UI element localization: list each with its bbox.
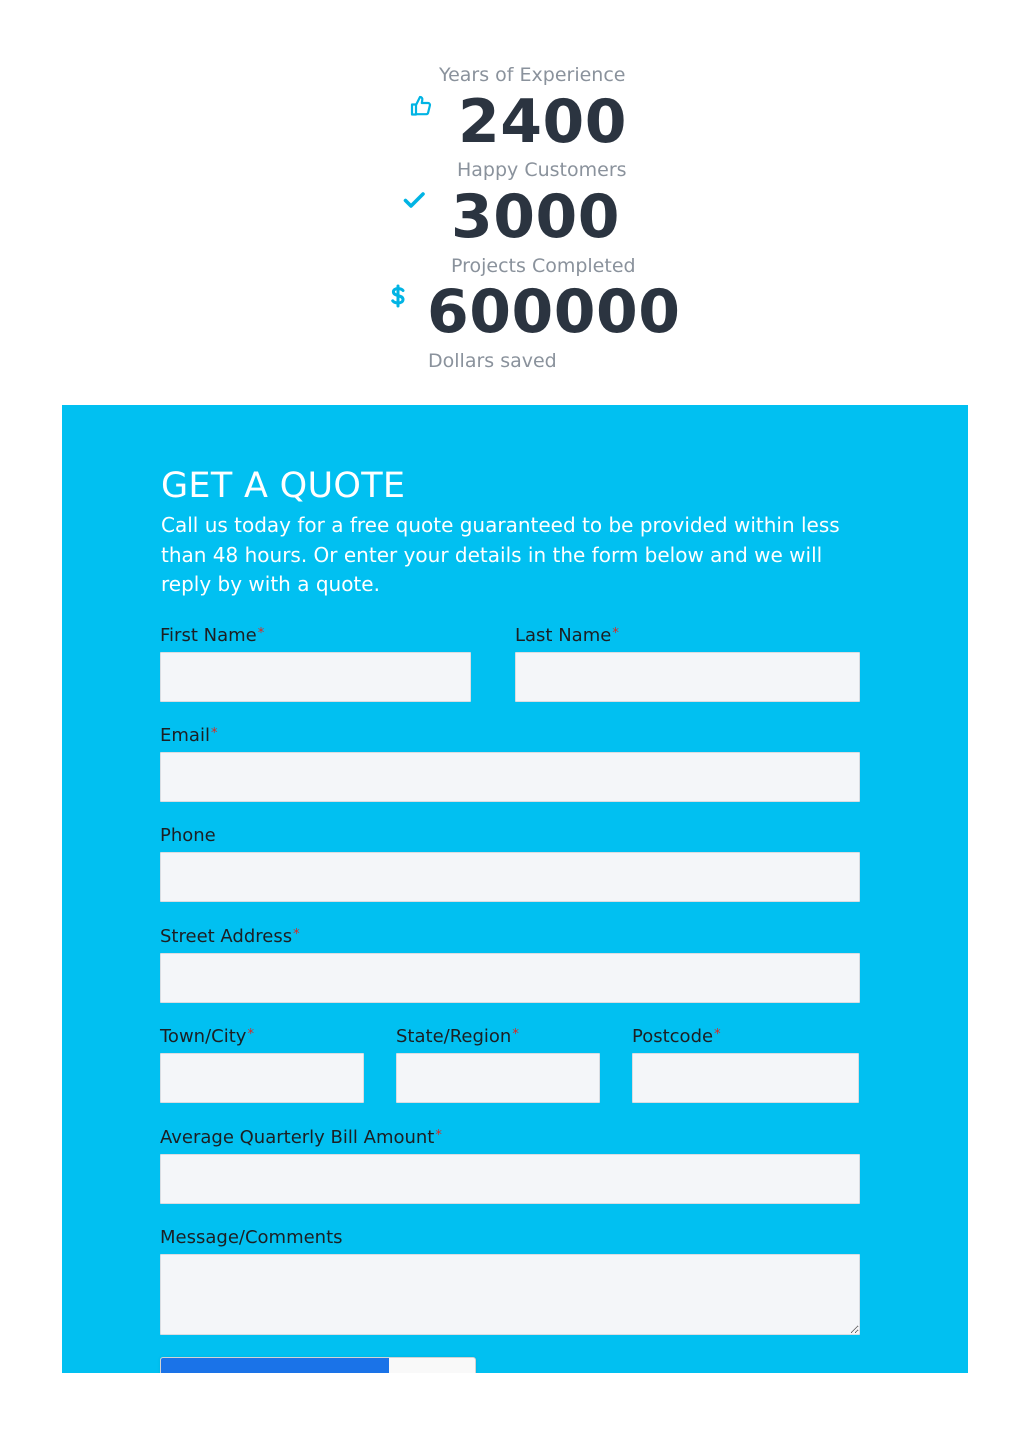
- town-city-field[interactable]: [160, 1053, 364, 1103]
- email-label: [160, 727, 217, 745]
- stat-number-600000: 600000: [427, 277, 681, 347]
- state-region-label: [396, 1028, 519, 1046]
- message-field[interactable]: [160, 1254, 860, 1335]
- first-name-field[interactable]: [160, 652, 471, 702]
- required-marker: *: [257, 626, 265, 641]
- postcode-field[interactable]: [632, 1053, 859, 1103]
- required-marker: *: [512, 1027, 519, 1042]
- town-city-label: [160, 1028, 254, 1046]
- postcode-label-text: Postcode: [632, 1026, 714, 1047]
- dollar-icon: [386, 284, 410, 308]
- quote-panel: [62, 405, 968, 1373]
- recaptcha-logo-icon: [401, 1368, 441, 1373]
- street-address-label-text: Street Address: [160, 926, 293, 947]
- stat-number-3000: 3000: [451, 182, 620, 252]
- street-address-label: [160, 928, 300, 946]
- state-region-field[interactable]: [396, 1053, 600, 1103]
- email-label-text: Email: [160, 725, 210, 746]
- message-label-text: Message/Comments: [160, 1227, 343, 1248]
- phone-label-text: Phone: [160, 825, 216, 846]
- last-name-label-text: Last Name: [515, 625, 612, 646]
- required-marker: *: [247, 1027, 254, 1042]
- bill-amount-field[interactable]: [160, 1154, 860, 1204]
- check-icon: [402, 188, 426, 212]
- required-marker: *: [612, 626, 619, 641]
- recaptcha-widget[interactable]: [160, 1357, 476, 1373]
- postcode-label: [632, 1028, 721, 1046]
- state-region-label-text: State/Region: [396, 1026, 512, 1047]
- required-marker: *: [714, 1027, 721, 1042]
- phone-label: [160, 827, 216, 845]
- quote-description: Call us today for a free quote guaranteed to be provided within less than 48 hours. Or enter your details in the form below and we will reply by with a quote.: [161, 513, 840, 596]
- last-name-field[interactable]: [515, 652, 860, 702]
- stat-caption-projects-completed: Projects Completed: [451, 255, 636, 277]
- bill-amount-label: [160, 1129, 442, 1147]
- town-city-label-text: Town/City: [160, 1026, 247, 1047]
- first-name-label-text: First Name: [160, 625, 257, 646]
- last-name-label: [515, 627, 619, 645]
- stat-caption-happy-customers: Happy Customers: [457, 159, 627, 181]
- stat-number-2400: 2400: [458, 87, 627, 157]
- street-address-field[interactable]: [160, 953, 860, 1003]
- stat-caption-dollars-saved: Dollars saved: [428, 350, 557, 372]
- phone-field[interactable]: [160, 852, 860, 902]
- required-marker: *: [435, 1128, 442, 1143]
- quote-title: GET A QUOTE: [161, 466, 406, 506]
- recaptcha-checkbox-area[interactable]: [161, 1358, 389, 1373]
- first-name-label: [160, 627, 264, 645]
- email-field[interactable]: [160, 752, 860, 802]
- required-marker: *: [210, 726, 218, 741]
- bill-amount-label-text: Average Quarterly Bill Amount: [160, 1127, 435, 1148]
- message-label: [160, 1229, 343, 1247]
- required-marker: *: [293, 927, 300, 942]
- stat-caption-years-of-experience: Years of Experience: [439, 64, 626, 86]
- thumbs-up-icon: [409, 94, 433, 118]
